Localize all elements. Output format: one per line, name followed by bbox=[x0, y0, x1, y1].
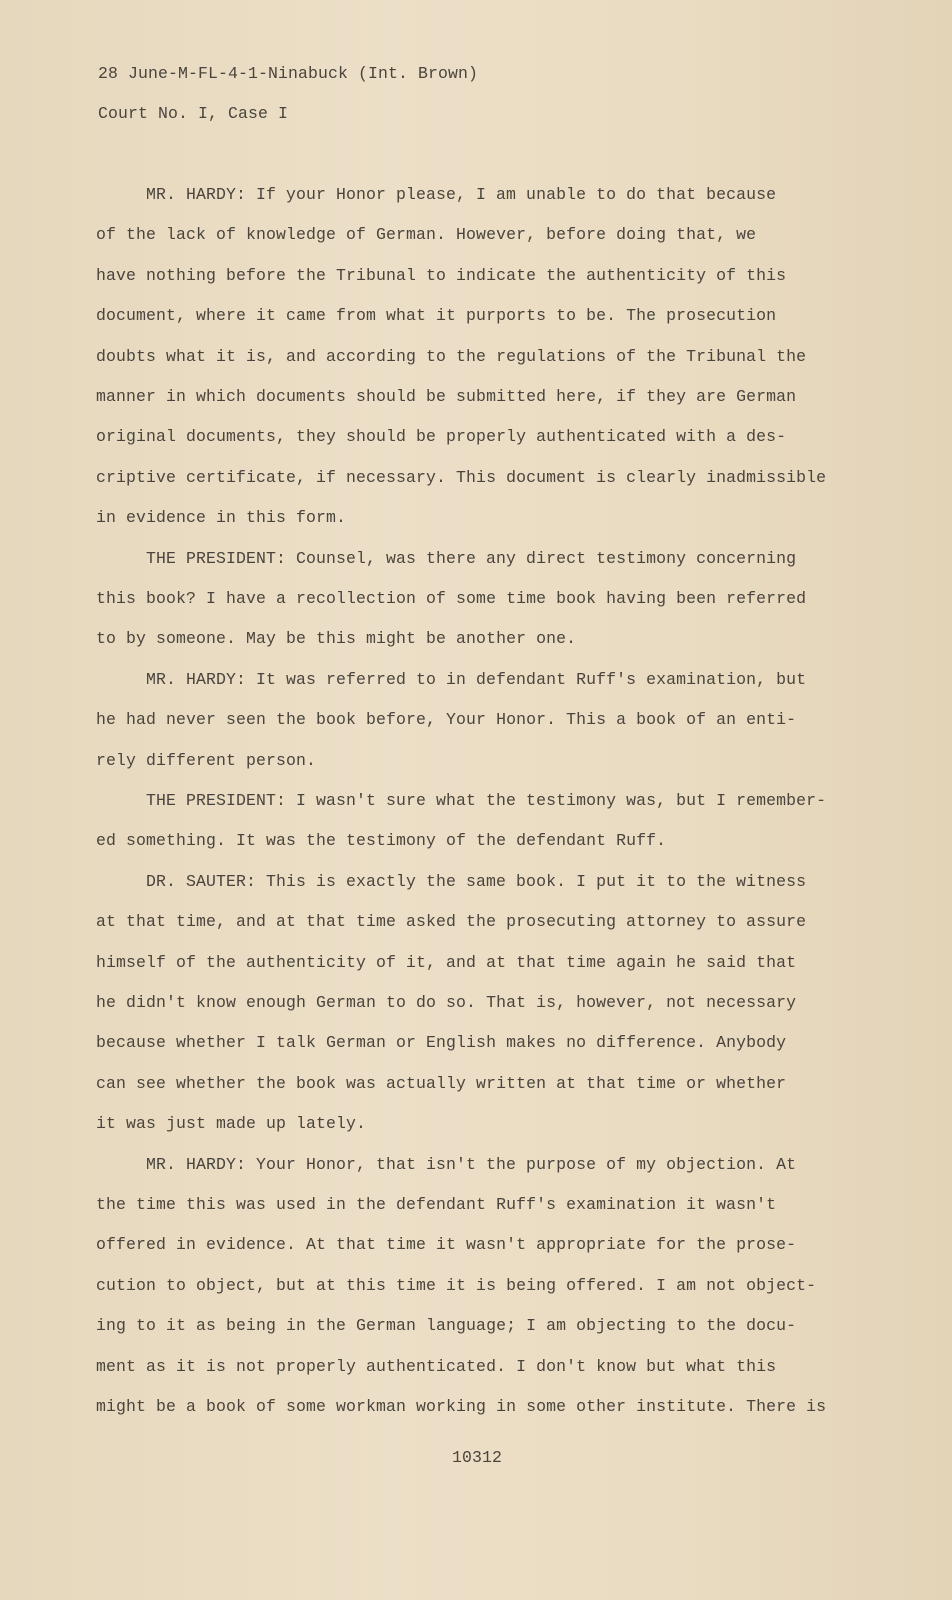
transcript-line: in evidence in this form. bbox=[96, 508, 347, 528]
transcript-line: MR. HARDY: Your Honor, that isn't the purpose of my objection. At bbox=[146, 1154, 797, 1174]
transcript-line: himself of the authenticity of it, and at that time again he said that bbox=[96, 952, 797, 972]
transcript-line: might be a book of some workman working in some other institute. There is bbox=[96, 1397, 827, 1416]
transcript-line: MR. HARDY: If your Honor please, I am unable to do that because bbox=[146, 185, 777, 204]
transcript-line: THE PRESIDENT: I wasn't sure what the testimony was, but I remember- bbox=[146, 791, 827, 810]
transcript-line: it was just made up lately. bbox=[96, 1114, 367, 1134]
transcript-line: this book? I have a recollection of some time book having been referred bbox=[96, 589, 807, 608]
transcript-line: the time this was used in the defendant Ruff's examination it wasn't bbox=[96, 1195, 777, 1214]
transcript-line: rely different person. bbox=[96, 750, 317, 770]
page-number: 10312 bbox=[452, 1448, 503, 1467]
transcript-line: document, where it came from what it purports to be. The prosecution bbox=[96, 306, 777, 326]
transcript-line: ment as it is not properly authenticated. I don't know but what this bbox=[96, 1356, 777, 1376]
transcript-line: criptive certificate, if necessary. This document is clearly inadmissible bbox=[96, 467, 827, 487]
transcript-line: cution to object, but at this time it is being offered. I am not object- bbox=[96, 1275, 817, 1295]
transcript-line: doubts what it is, and according to the regulations of the Tribunal the bbox=[96, 346, 807, 366]
transcript-line: ing to it as being in the German language; I am objecting to the docu- bbox=[96, 1316, 797, 1336]
transcript-line: MR. HARDY: It was referred to in defendant Ruff's examination, but bbox=[146, 669, 807, 689]
transcript-line: manner in which documents should be submitted here, if they are German bbox=[96, 387, 797, 406]
header-reference: 28 June-M-FL-4-1-Ninabuck (Int. Brown) bbox=[98, 64, 479, 83]
transcript-line: can see whether the book was actually written at that time or whether bbox=[96, 1073, 787, 1093]
transcript-line: DR. SAUTER: This is exactly the same book. I put it to the witness bbox=[146, 871, 807, 891]
transcript-line: to by someone. May be this might be another one. bbox=[96, 629, 577, 649]
transcript-line: ed something. It was the testimony of the defendant Ruff. bbox=[96, 831, 667, 851]
transcript-line: because whether I talk German or English makes no difference. Anybody bbox=[96, 1033, 787, 1053]
header-court: Court No. I, Case I bbox=[98, 104, 289, 123]
transcript-line: he had never seen the book before, Your Honor. This a book of an enti- bbox=[96, 710, 797, 730]
transcript-line: at that time, and at that time asked the prosecuting attorney to assure bbox=[96, 912, 807, 932]
transcript-line: he didn't know enough German to do so. That is, however, not necessary bbox=[96, 993, 797, 1012]
transcript-line: of the lack of knowledge of German. However, before doing that, we bbox=[96, 225, 757, 245]
transcript-line: have nothing before the Tribunal to indicate the authenticity of this bbox=[96, 265, 787, 285]
transcript-line: offered in evidence. At that time it wasn't appropriate for the prose- bbox=[96, 1235, 797, 1255]
transcript-line: original documents, they should be properly authenticated with a des- bbox=[96, 427, 787, 447]
transcript-line: THE PRESIDENT: Counsel, was there any direct testimony concerning bbox=[146, 548, 797, 568]
